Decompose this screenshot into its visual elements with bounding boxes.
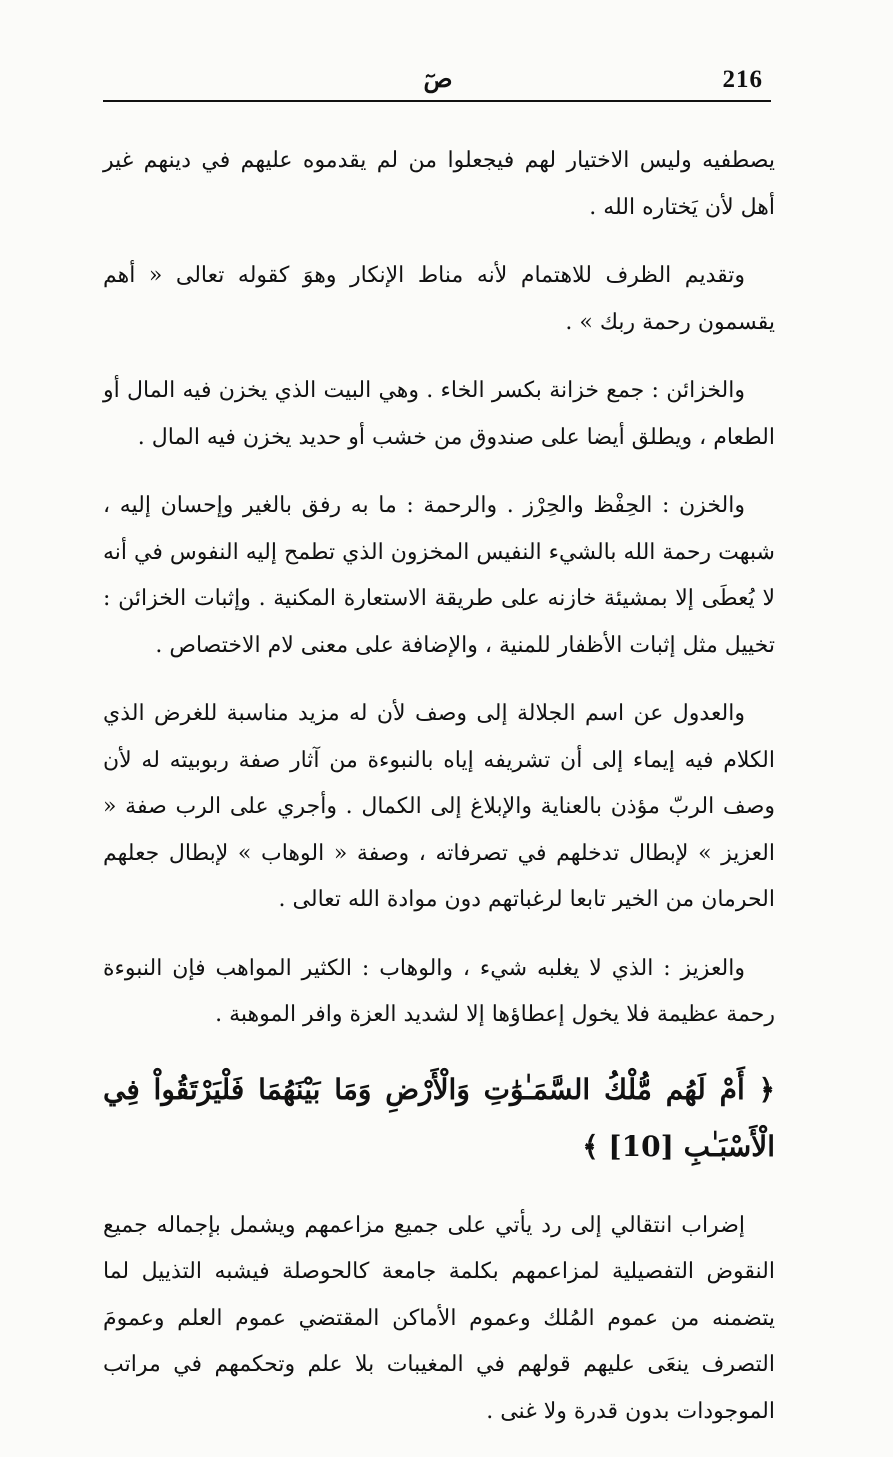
- header-rule: [103, 100, 771, 102]
- paragraph-storing-mercy: والخزن : الحِفْظ والحِرْز . والرحمة : ما به رفق بالغير وإحسان إليه ، شبهت رحمة الله بالشيء النفيس المخزون الذي تطمح إليه النفوس في أنه لا يُعطَى إلا بمشيئة خازنه على طريقة الاستعارة المكنية . وإثبات الخزائن : تخييل مثل إثبات الأظفار للمنية ، والإضافة على معنى لام الاختصاص .: [103, 493, 775, 658]
- page-number: 216: [722, 66, 763, 93]
- paragraph-verse-commentary: إضراب انتقالي إلى رد يأتي على جميع مزاعمهم ويشمل بإجماله جميع النقوض التفصيلية لمزاعمهم بكلمة جامعة كالحوصلة فيشبه التذييل لما يتضمنه من عموم المُلك وعموم الأماكن المقتضي عموم العلم وعمومَ التصرف ينعَى عليهم قولهم في المغيبات بلا علم وتحكمهم في مراتب الموجودات بدون قدرة ولا غنى .: [103, 1212, 775, 1424]
- running-head-surah: صٓ: [423, 64, 453, 93]
- paragraph-divine-attributes: والعدول عن اسم الجلالة إلى وصف لأن له مزيد مناسبة للغرض الذي الكلام فيه إيماء إلى أن تشريفه إياه بالنبوءة من آثار صفة ربوبيته له لأن وصف الربّ مؤذن بالعناية والإبلاغ إلى الكمال . وأجري على الرب صفة « العزيز » لإبطال تدخلهم في تصرفاته ، وصفة « الوهاب » لإبطال جعلهم الحرمان من الخير تابعا لرغباتهم دون موادة الله تعالى .: [103, 701, 775, 912]
- paragraph-precedence: وتقديم الظرف للاهتمام لأنه مناط الإنكار وهوَ كقوله تعالى « أهم يقسمون رحمة ربك » .: [103, 263, 775, 335]
- quran-verse: ﴿ أَمْ لَهُم مُّلْكُ السَّمَـٰوَٰتِ وَالْأَرْضِ وَمَا بَيْنَهُمَا فَلْيَرْتَقُواْ فِي الْأَسْبَـٰبِ [10] ﴾: [103, 1072, 775, 1163]
- body-text: [103, 138, 775, 1457]
- paragraph-continuation: يصطفيه وليس الاختيار لهم فيجعلوا من لم يقدموه عليهم في دينهم غير أهل لأن يَختاره الله .: [103, 148, 775, 220]
- paragraph-almighty-bestower: والعزيز : الذي لا يغلبه شيء ، والوهاب : الكثير المواهب فإن النبوءة رحمة عظيمة فلا يخول إعطاؤها إلا لشديد العزة وافر الموهبة .: [103, 955, 775, 1027]
- page-header: [103, 62, 771, 104]
- paragraph-treasuries: والخزائن : جمع خزانة بكسر الخاء . وهي البيت الذي يخزن فيه المال أو الطعام ، ويطلق أيضا على صندوق من خشب أو حديد يخزن فيه المال .: [103, 378, 775, 450]
